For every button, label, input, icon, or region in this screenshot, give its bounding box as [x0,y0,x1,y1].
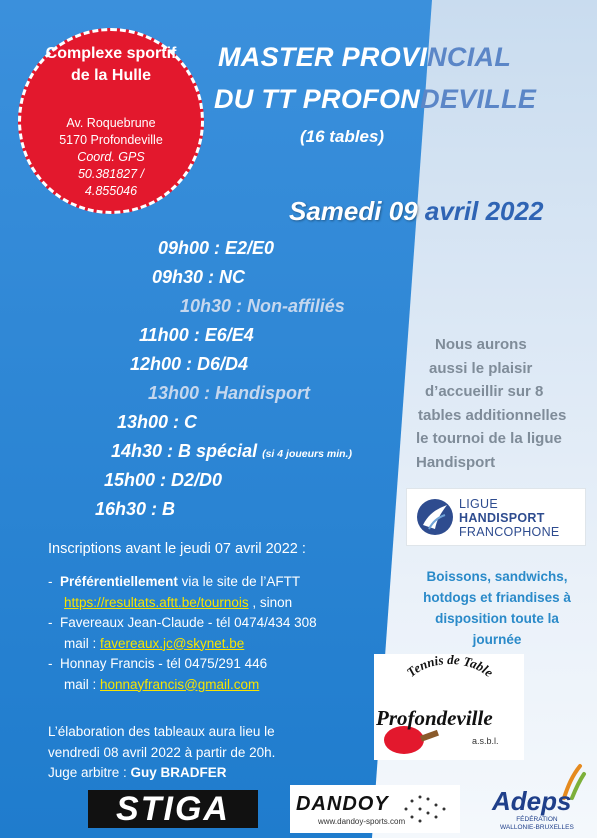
note-line: le tournoi de la ligue [416,430,562,447]
registration-heading: Inscriptions avant le jeudi 07 avril 2022 : [48,541,306,557]
club-logo-suffix: a.s.b.l. [472,736,499,746]
club-logo-main: Profondeville [376,706,493,730]
ligue-line3: FRANCOPHONE [459,525,560,539]
bullet: - [48,656,53,671]
title-line2-a: DU TT PROFON [214,84,421,114]
refresh-line: disposition toute la [435,611,559,626]
bird-icon [415,495,455,539]
address-line2: 5170 Profondeville [59,133,163,147]
adeps-sub-line: FÉDÉRATION [516,816,558,823]
note-line: tables additionnelles [418,406,567,424]
bullet: - [48,615,53,630]
schedule-item: 09h00 : E2/E0 [158,238,275,258]
gps-value: 50.381827 / 4.855046 [77,167,145,198]
title-line1-b: NCIAL [427,42,512,72]
dandoy-logo [290,785,460,833]
referee-label: Juge arbitre : [48,765,131,780]
adeps-text: Adeps [492,786,572,816]
venue-name: Complexe sportif de la Hulle [45,45,177,84]
draw-line: L’élaboration des tableaux aura lieu le [48,724,275,739]
date-part-b: avril 2022 [417,196,544,226]
svg-text:Tennis de Table [404,654,497,680]
subtitle: (16 tables) [300,127,385,146]
refreshments-note [398,566,596,650]
schedule-item: 09h30 : NC [152,267,246,287]
schedule-note: (si 4 joueurs min.) [262,448,352,460]
title-line1 [218,42,511,73]
registration-item [48,654,317,675]
refresh-line: hotdogs et friandises à [423,590,571,605]
note-line: Nous aurons [435,336,527,353]
schedule-item: 11h00 : E6/E4 [139,325,254,345]
registration-item [48,675,317,696]
registration-list [48,572,317,695]
refresh-line: journée [472,632,522,647]
gps-label: Coord. GPS [77,150,145,164]
title-line1-a: MASTER PROVI [218,42,428,72]
contact-text: Favereaux Jean-Claude - tél 0474/434 308 [60,615,317,630]
email-link[interactable]: honnayfrancis@gmail.com [100,676,260,692]
handisport-note [416,333,596,474]
dandoy-url: www.dandoy-sports.com [318,817,406,826]
referee-name: Guy BRADFER [130,765,227,780]
contact-text: Honnay Francis - tél 0475/291 446 [60,656,268,671]
note-line: d’accueillir sur 8 [425,383,544,400]
note-line: Handisport [416,453,496,471]
registration-item [48,572,317,593]
club-logo [374,654,524,760]
draw-info [48,722,275,784]
gps [21,149,201,200]
adeps-sub [500,816,574,832]
mail-label: mail : [64,676,101,692]
stiga-logo: STIGA [88,790,258,828]
note-line: aussi le plaisir [429,359,533,377]
ligue-logo-text [459,497,560,539]
schedule-item: 12h00 : D6/D4 [130,354,249,374]
mail-label: mail : [64,635,101,651]
schedule-text: 14h30 : B spécial [111,441,258,461]
schedule-item [111,441,352,462]
schedule-item: 13h00 : Handisport [148,383,311,403]
title-line2-b: DEVILLE [420,84,537,114]
schedule-item: 10h30 : Non-affiliés [180,296,345,316]
registration-item [48,593,317,614]
address-line1: Av. Roquebrune [66,116,156,130]
schedule-item: 15h00 : D2/D0 [104,470,223,490]
venue-badge [18,28,204,214]
registration-item [48,634,317,655]
preferred-label: Préférentiellement [60,574,178,589]
club-logo-top: Tennis de Table [403,654,497,680]
email-link[interactable]: favereaux.jc@skynet.be [100,635,245,651]
venue-address [21,115,201,149]
date-part-a: Samedi 09 [289,196,418,226]
event-date [289,196,543,227]
schedule-item: 13h00 : C [117,412,198,432]
draw-line: vendredi 08 avril 2022 à partir de 20h. [48,744,276,760]
registration-item [48,613,317,634]
dandoy-text: DANDOY [296,793,389,815]
registration-text: via le site de l’AFTT [177,574,301,589]
schedule-item: 16h30 : B [95,499,176,519]
aftt-link[interactable]: https://resultats.aftt.be/tournois [64,594,249,610]
registration-tail: , sinon [248,594,293,610]
ligue-line2: HANDISPORT [459,511,545,525]
title-line2 [214,84,536,115]
adeps-logo [480,762,592,834]
adeps-sub-line: WALLONIE-BRUXELLES [500,824,574,831]
bullet: - [48,574,53,589]
referee-line [48,763,275,784]
ligue-handisport-logo [406,488,586,546]
ligue-line1: LIGUE [459,497,499,511]
refresh-line: Boissons, sandwichs, [426,569,568,584]
